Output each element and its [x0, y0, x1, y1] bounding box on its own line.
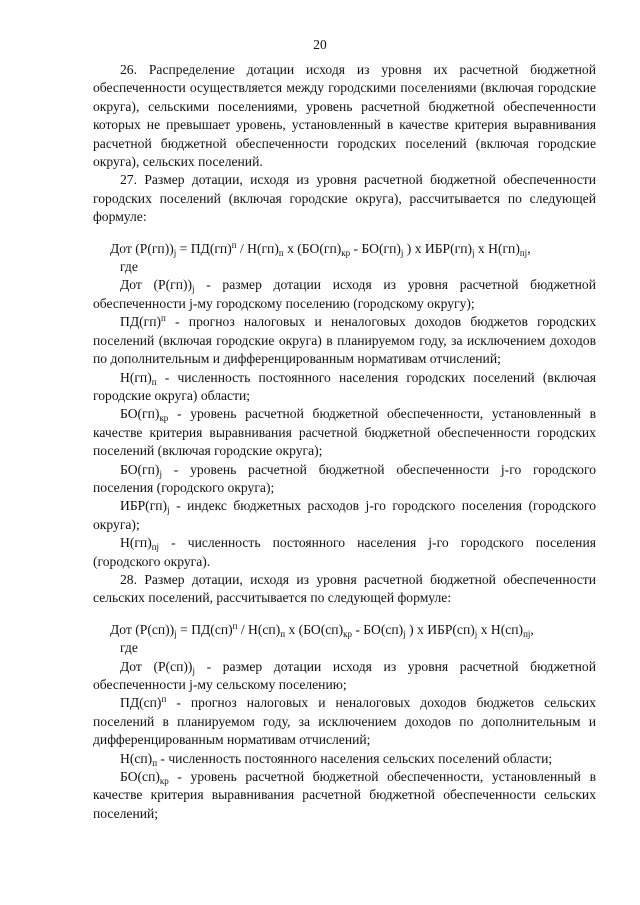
definition-urban-population: $Н(гп)_п$ - численность постоянного населения городских поселений (включая городские округа) области; — [93, 369, 596, 403]
definition-urban-index: $ИБР(гп)_j$ - индекс бюджетных расходов j-го городского поселения (городского округа); — [93, 498, 596, 532]
definition-urban-pop-j: $Н(гп)_{пj}$ - численность постоянного населения j-го городского поселения (городского округа). — [93, 535, 596, 569]
definition-urban-revenue: ПД(гп)$^п$ - прогноз налоговых и неналоговых доходов бюджетов городских поселений (включая городские округа) в планируемом году, за исключением доходов по дополнительным и дифференцированным нормативам отчислений; — [93, 313, 596, 367]
definition-rural-subsidy: Дот $(Р(сп))_j$ - размер дотации исходя из уровня расчетной бюджетной обеспеченности j-му сельскому поселению; — [93, 658, 596, 692]
definition-rural-criterion: $БО(сп)_{кр}$ - уровень расчетной бюджетной обеспеченности, установленный в качестве критерия выравнивания расчетной бюджетной обеспеченности сельских поселений; — [93, 769, 596, 821]
definition-urban-subsidy: Дот $(Р(гп))_j$ - размер дотации исходя из уровня расчетной бюджетной обеспеченности j-му городскому поселению (городскому округу); — [93, 277, 596, 311]
document-body — [93, 61, 596, 823]
definition-rural-population: $Н(сп)_п$ - численность постоянного населения сельских поселений области; — [120, 750, 553, 768]
formula-rural: Дот $(Р(сп))_j = ПД(сп)^п / Н(сп)_п$ х ($БО(сп)_{кр} - БО(сп)_j$ ) х $ИБР(сп)_j$ х $Н(сп)_{пj}$, — [110, 620, 534, 639]
paragraph-26: 26. Распределение дотации исходя из уровня их расчетной бюджетной обеспеченности осуществляется между городскими поселениями (включая городские округа), сельскими поселениями, уровень расчетной бюджетной обеспеченности которых не превышает уровень, установленный в качестве критерия выравнивания расчетной бюджетной обеспеченности городских поселений (включая городские округа), сельских поселений. — [93, 62, 596, 170]
definition-rural-revenue: ПД(сп)$^п$ - прогноз налоговых и неналоговых доходов бюджетов сельских поселений в планируемом году, за исключением доходов по дополнительным и дифференцированным нормативам отчислений; — [93, 694, 596, 748]
definition-urban-criterion: $БО(гп)_{кр}$ - уровень расчетной бюджетной обеспеченности, установленный в качестве критерия выравнивания расчетной бюджетной обеспеченности городских поселений (включая городские округа); — [93, 406, 596, 459]
definition-urban-level: $БО(гп)_j$ - уровень расчетной бюджетной обеспеченности j-го городского поселения (городского округа); — [93, 461, 596, 495]
where-label-2: где — [120, 640, 138, 656]
formula-urban: Дот $(Р(гп))_j = ПД(гп)^п / Н(гп)_п$ х ($БО(гп)_{кр} - БО(гп)_j$ ) х $ИБР(гп)_j$ х $Н(гп)_{пj}$, — [110, 239, 531, 258]
paragraph-28: 28. Размер дотации, исходя из уровня расчетной бюджетной обеспеченности сельских поселений, рассчитывается по следующей формуле: — [93, 571, 596, 606]
where-label-1: где — [120, 259, 138, 275]
paragraph-27: 27. Размер дотации, исходя из уровня расчетной бюджетной обеспеченности городских поселений (включая городские округа), рассчитывается по следующей формуле: — [93, 172, 596, 225]
page-number: 20 — [313, 37, 327, 52]
